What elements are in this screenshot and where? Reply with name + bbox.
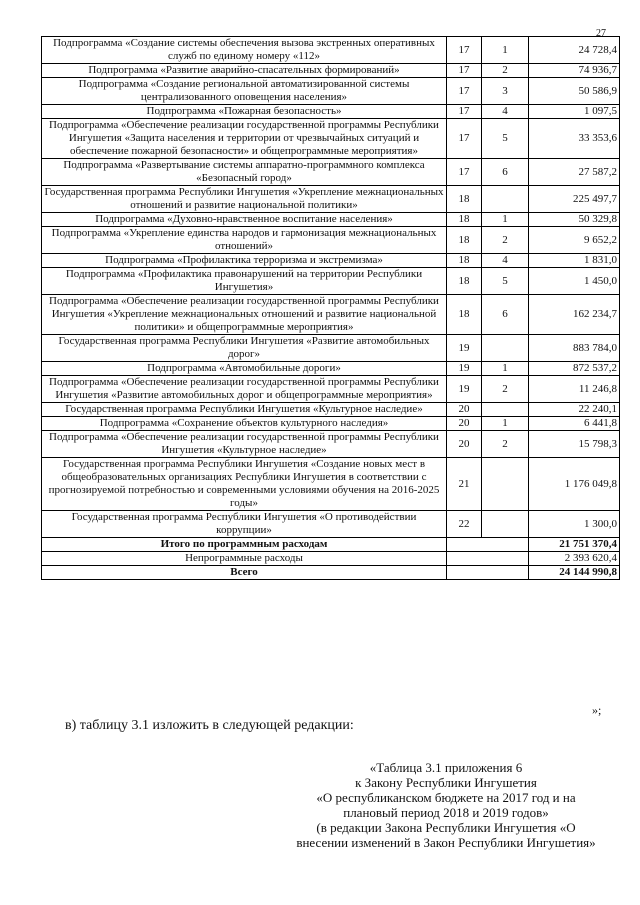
table-row [42,335,620,362]
row-subprogram-code: 1 [482,362,529,376]
row-name: Подпрограмма «Обеспечение реализации государственной программы Республики Ингушетия «Защита населения и территории от чрезвычайных ситуаций и обеспечение пожарной безопасности» и общепрограммные мероприятия» [42,119,447,159]
heading-line: «О республиканском бюджете на 2017 год и на [316,790,576,805]
row-name: Подпрограмма «Обеспечение реализации государственной программы Республики Ингушетия «Укрепление межнациональных отношений и развитие национальной политики» и общепрограммные мероприятия» [42,295,447,335]
total-program-row-amount: 21 751 370,4 [529,538,620,552]
row-program-code: 17 [447,78,482,105]
row-subprogram-code: 2 [482,64,529,78]
table-heading [270,760,622,850]
row-amount: 15 798,3 [529,431,620,458]
row-amount: 11 246,8 [529,376,620,403]
row-name: Подпрограмма «Профилактика правонарушений на территории Республики Ингушетия» [42,268,447,295]
total-program-row [42,538,620,552]
row-amount: 162 234,7 [529,295,620,335]
row-program-code: 20 [447,417,482,431]
row-program-code: 21 [447,458,482,511]
total-program-row-empty-cell [447,538,529,552]
table-row [42,159,620,186]
row-program-code: 17 [447,105,482,119]
row-name: Государственная программа Республики Ингушетия «Укрепление межнациональных отношений и развитие национальной политики» [42,186,447,213]
row-name: Подпрограмма «Развертывание системы аппаратно-программного комплекса «Безопасный город» [42,159,447,186]
row-amount: 22 240,1 [529,403,620,417]
row-amount: 74 936,7 [529,64,620,78]
row-subprogram-code: 4 [482,105,529,119]
row-subprogram-code: 1 [482,213,529,227]
nonprogram-row-label: Непрограммные расходы [42,552,447,566]
row-name: Подпрограмма «Духовно-нравственное воспитание населения» [42,213,447,227]
row-amount: 883 784,0 [529,335,620,362]
table-row [42,417,620,431]
row-program-code: 20 [447,403,482,417]
row-program-code: 18 [447,186,482,213]
row-name: Подпрограмма «Сохранение объектов культурного наследия» [42,417,447,431]
table-row [42,458,620,511]
row-program-code: 18 [447,227,482,254]
grand-total-row-empty-cell [447,566,529,580]
row-name: Подпрограмма «Создание региональной автоматизированной системы централизованного оповещения населения» [42,78,447,105]
grand-total-row-amount: 24 144 990,8 [529,566,620,580]
row-program-code: 17 [447,159,482,186]
heading-line: плановый период 2018 и 2019 годов» [343,805,549,820]
row-name: Подпрограмма «Укрепление единства народов и гармонизация межнациональных отношений» [42,227,447,254]
row-subprogram-code [482,458,529,511]
row-amount: 1 831,0 [529,254,620,268]
table-row [42,213,620,227]
table-row [42,254,620,268]
row-amount: 1 300,0 [529,511,620,538]
table-row [42,186,620,213]
row-amount: 1 097,5 [529,105,620,119]
row-amount: 24 728,4 [529,37,620,64]
table-row [42,403,620,417]
table-row [42,105,620,119]
row-program-code: 18 [447,295,482,335]
row-subprogram-code [482,335,529,362]
row-amount: 1 450,0 [529,268,620,295]
row-subprogram-code: 4 [482,254,529,268]
row-amount: 33 353,6 [529,119,620,159]
row-subprogram-code: 3 [482,78,529,105]
row-name: Государственная программа Республики Ингушетия «О противодействии коррупции» [42,511,447,538]
row-subprogram-code [482,511,529,538]
row-program-code: 22 [447,511,482,538]
table-row [42,268,620,295]
row-amount: 27 587,2 [529,159,620,186]
row-program-code: 17 [447,64,482,78]
row-name: Государственная программа Республики Ингушетия «Культурное наследие» [42,403,447,417]
row-name: Подпрограмма «Развитие аварийно-спасательных формирований» [42,64,447,78]
page-number: 27 [596,28,606,39]
table-row [42,376,620,403]
nonprogram-row [42,552,620,566]
row-amount: 6 441,8 [529,417,620,431]
row-program-code: 18 [447,213,482,227]
row-subprogram-code: 5 [482,119,529,159]
nonprogram-row-amount: 2 393 620,4 [529,552,620,566]
total-program-row-label: Итого по программным расходам [42,538,447,552]
row-amount: 872 537,2 [529,362,620,376]
heading-line: «Таблица 3.1 приложения 6 [369,760,523,775]
instruction-text: в) таблицу 3.1 изложить в следующей редакции: [65,718,354,733]
row-name: Подпрограмма «Обеспечение реализации государственной программы Республики Ингушетия «Развитие автомобильных дорог и общепрограммные мероприятия» [42,376,447,403]
row-subprogram-code: 6 [482,295,529,335]
row-subprogram-code: 5 [482,268,529,295]
row-subprogram-code: 2 [482,376,529,403]
row-program-code: 19 [447,376,482,403]
row-program-code: 17 [447,37,482,64]
table-row [42,362,620,376]
row-name: Подпрограмма «Пожарная безопасность» [42,105,447,119]
row-subprogram-code: 2 [482,227,529,254]
row-amount: 225 497,7 [529,186,620,213]
row-name: Подпрограмма «Создание системы обеспечения вызова экстренных оперативных служб по единому номеру «112» [42,37,447,64]
row-name: Подпрограмма «Обеспечение реализации государственной программы Республики Ингушетия «Культурное наследие» [42,431,447,458]
row-subprogram-code: 2 [482,431,529,458]
table-row [42,511,620,538]
row-program-code: 19 [447,362,482,376]
row-subprogram-code: 1 [482,417,529,431]
table-row [42,78,620,105]
grand-total-row-label: Всего [42,566,447,580]
row-program-code: 17 [447,119,482,159]
heading-line: к Закону Республики Ингушетия [355,775,537,790]
closing-quote: »; [592,703,602,717]
row-subprogram-code [482,186,529,213]
row-subprogram-code: 6 [482,159,529,186]
row-program-code: 19 [447,335,482,362]
row-name: Подпрограмма «Автомобильные дороги» [42,362,447,376]
row-subprogram-code [482,403,529,417]
table-row [42,119,620,159]
row-name: Государственная программа Республики Ингушетия «Создание новых мест в общеобразовательных организациях Республики Ингушетия в соответствии с прогнозируемой потребностью и современными условиями обучения на 2016-2025 годы» [42,458,447,511]
nonprogram-row-empty-cell [447,552,529,566]
heading-line: (в редакции Закона Республики Ингушетия «О [316,820,576,835]
table-row [42,295,620,335]
row-name: Государственная программа Республики Ингушетия «Развитие автомобильных дорог» [42,335,447,362]
row-program-code: 18 [447,254,482,268]
row-name: Подпрограмма «Профилактика терроризма и экстремизма» [42,254,447,268]
row-subprogram-code: 1 [482,37,529,64]
row-amount: 50 329,8 [529,213,620,227]
table-row [42,37,620,64]
table-row [42,227,620,254]
row-program-code: 20 [447,431,482,458]
row-amount: 1 176 049,8 [529,458,620,511]
row-amount: 50 586,9 [529,78,620,105]
heading-line: внесении изменений в Закон Республики Ингушетия» [296,835,596,850]
table-row [42,431,620,458]
row-program-code: 18 [447,268,482,295]
budget-table [41,36,620,580]
table-row [42,64,620,78]
grand-total-row [42,566,620,580]
row-amount: 9 652,2 [529,227,620,254]
